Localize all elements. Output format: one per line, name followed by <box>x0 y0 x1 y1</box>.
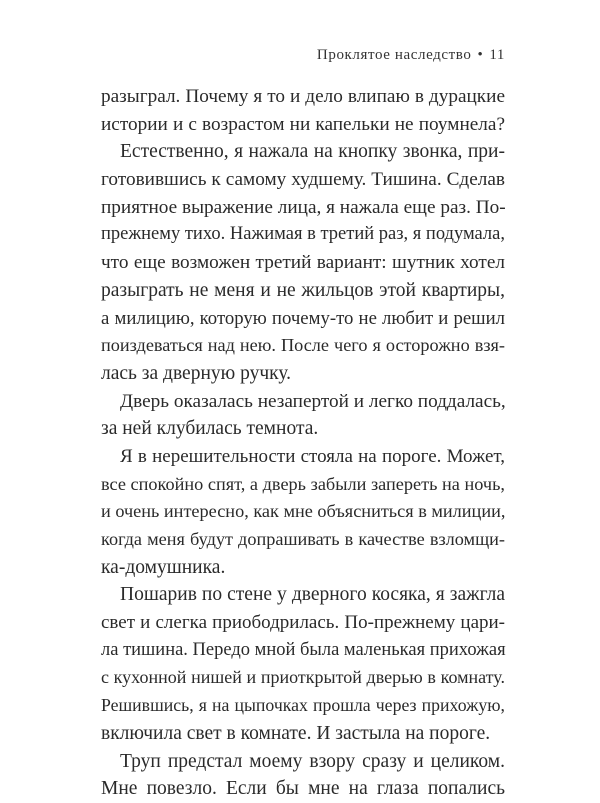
text-line: что еще возможен третий вариант: шутник хотел <box>101 252 505 274</box>
text-line: Решившись, я на цыпочках прошла через прихожую, <box>101 695 505 716</box>
text-line: включила свет в комнате. И застыла на пороге. <box>101 722 491 744</box>
text-line: приятное выражение лица, я нажала еще раз. По- <box>101 196 506 218</box>
book-title: Проклятое наследство <box>316 47 472 63</box>
text-line: истории и с возрастом ни капельки не поумнела? <box>101 113 505 135</box>
text-line: разыграть не меня и не жильцов этой квартиры, <box>101 279 505 301</box>
text-line: и очень интересно, как мне объясниться в милиции, <box>101 501 506 522</box>
text-line: все спокойно спят, а дверь забыли запереть на ночь, <box>101 473 505 494</box>
text-line: а милицию, которую почему-то не любит и решил <box>101 307 505 329</box>
text-line: с кухонной нишей и приоткрытой дверью в комнату. <box>101 667 505 688</box>
text-line: Естественно, я нажала на кнопку звонка, при- <box>120 141 505 163</box>
separator: • <box>477 47 484 63</box>
text-line: Дверь оказалась незапертой и легко поддалась, <box>120 390 506 412</box>
text-line: готовившись к самому худшему. Тишина. Сделав <box>101 169 505 191</box>
text-line: разыграл. Почему я то и дело влипаю в дурацкие <box>101 86 505 107</box>
text-line: Я в нерешительности стояла на пороге. Может, <box>120 445 505 467</box>
text-line: Труп предстал моему взору сразу и целиком. <box>120 750 505 772</box>
text-line: ка-домушника. <box>101 556 226 578</box>
page-body-text <box>101 83 505 803</box>
running-header <box>317 47 505 64</box>
text-line: Мне повезло. Если бы мне на глаза попались <box>101 778 505 800</box>
text-line: за ней клубилась темнота. <box>101 418 319 440</box>
text-line: свет и слегка приободрилась. По-прежнему цари- <box>101 612 505 634</box>
text-line: Пошарив по стене у дверного косяка, я зажгла <box>120 584 505 606</box>
text-line: лась за дверную ручку. <box>101 362 292 384</box>
text-line: когда меня будут допрашивать в качестве взломщи- <box>101 529 505 549</box>
text-line: поиздеваться над нею. После чего я осторожно взя- <box>101 335 505 356</box>
page-number: 11 <box>489 47 505 63</box>
text-line: прежнему тихо. Нажимая в третий раз, я подумала, <box>101 224 505 245</box>
text-line: ла тишина. Передо мной была маленькая прихожая <box>101 639 506 660</box>
